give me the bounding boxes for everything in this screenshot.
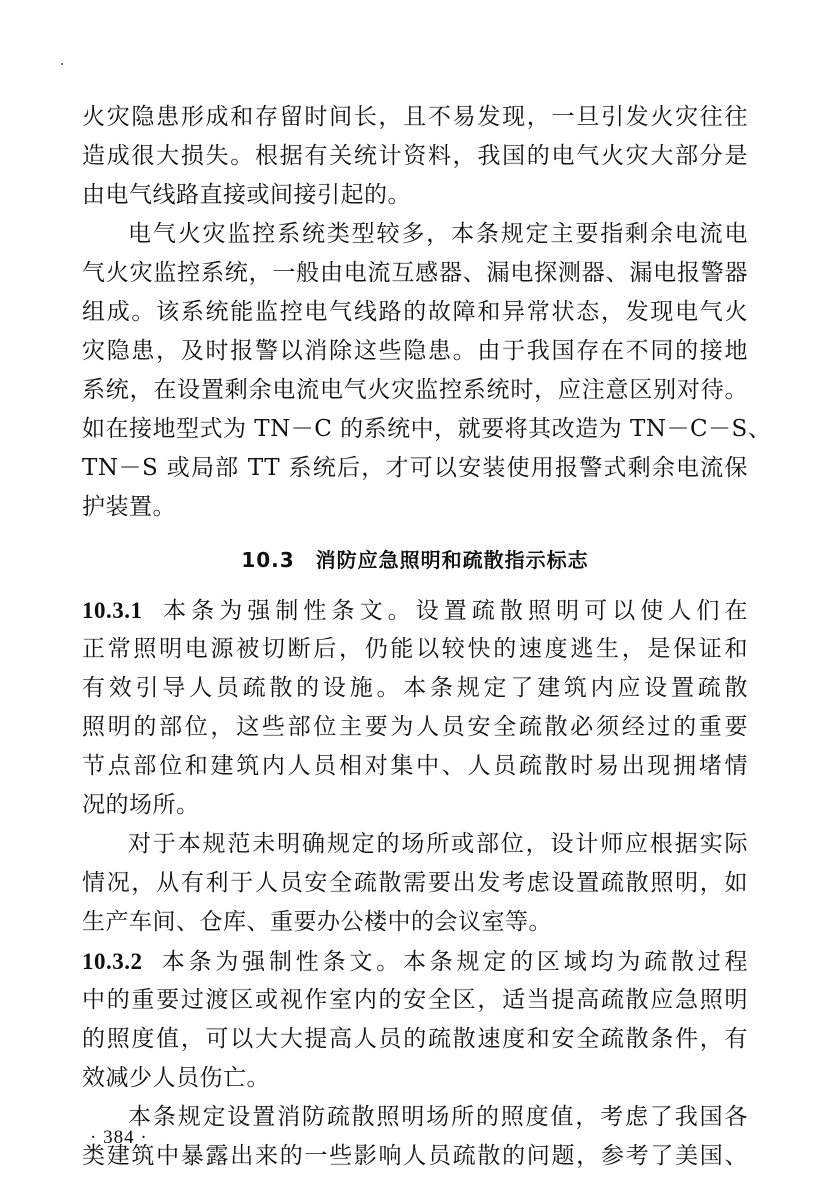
text-line: 况的场所。 [82,792,200,818]
clause-number: 10.3.1 [82,598,143,623]
section-heading: 10.3 消防应急照明和疏散指示标志 [241,548,589,572]
text-line [82,591,748,630]
paragraph-monitoring-system [82,215,772,527]
clause-10-3-1 [82,591,748,825]
clause-10-3-2 [82,942,748,1098]
text-line: 照明的部位，这些部位主要为人员安全疏散必须经过的重要 [82,714,748,740]
text-line: 造成很大损失。根据有关统计资料，我国的电气火灾大部分是 [82,143,748,169]
text-line: 正常照明电源被切断后，仍能以较快的速度逃生，是保证和 [82,636,748,662]
scan-speck [61,63,63,65]
text-line: 对于本规范未明确规定的场所或部位，设计师应根据实际 [128,831,748,857]
text-line: 效减少人员伤亡。 [82,1065,270,1091]
text-line: 气火灾监控系统，一般由电流互感器、漏电探测器、漏电报警器 [82,260,748,286]
text-line: 如在接地型式为 TN－C 的系统中，就要将其改造为 TN－C－S、 [82,416,772,442]
text-line: 灾隐患，及时报警以消除这些隐患。由于我国存在不同的接地 [82,338,748,364]
text-line: 护装置。 [82,494,176,520]
text-line: 系统，在设置剩余电流电气火灾监控系统时，应注意区别对待。 [82,377,748,403]
text-line: 火灾隐患形成和存留时间长，且不易发现，一旦引发火灾往往 [82,104,748,130]
clause-first-line: 本条为强制性条文。本条规定的区域均为疏散过程 [158,949,748,975]
text-line: 生产车间、仓库、重要办公楼中的会议室等。 [82,909,552,935]
text-line: 本条规定设置消防疏散照明场所的照度值，考虑了我国各 [128,1104,748,1130]
text-line: 情况，从有利于人员安全疏散需要出发考虑设置疏散照明，如 [82,870,748,896]
clause-first-line: 本条为强制性条文。设置疏散照明可以使人们在 [158,598,748,624]
paragraph-unspecified-places [82,825,748,942]
text-line: 节点部位和建筑内人员相对集中、人员疏散时易出现拥堵情 [82,753,748,779]
page-body [82,98,772,1176]
text-line: 组成。该系统能监控电气线路的故障和异常状态，发现电气火 [82,299,748,325]
page-number: · 384 · [90,1127,148,1148]
text-line [82,942,748,981]
text-line: 类建筑中暴露出来的一些影响人员疏散的问题，参考了美国、 [82,1143,748,1169]
text-line: 由电气线路直接或间接引起的。 [82,182,411,208]
text-line: 电气火灾监控系统类型较多，本条规定主要指剩余电流电 [128,221,748,247]
text-line: 中的重要过渡区或视作室内的安全区，适当提高疏散应急照明 [82,987,748,1013]
text-line: 有效引导人员疏散的设施。本条规定了建筑内应设置疏散 [82,675,748,701]
text-line: TN－S 或局部 TT 系统后，才可以安装使用报警式剩余电流保 [82,455,748,481]
clause-number: 10.3.2 [82,949,143,974]
paragraph-illuminance [82,1098,748,1176]
paragraph-fire-hazard [82,98,748,215]
text-line: 的照度值，可以大大提高人员的疏散速度和安全疏散条件，有 [82,1026,748,1052]
